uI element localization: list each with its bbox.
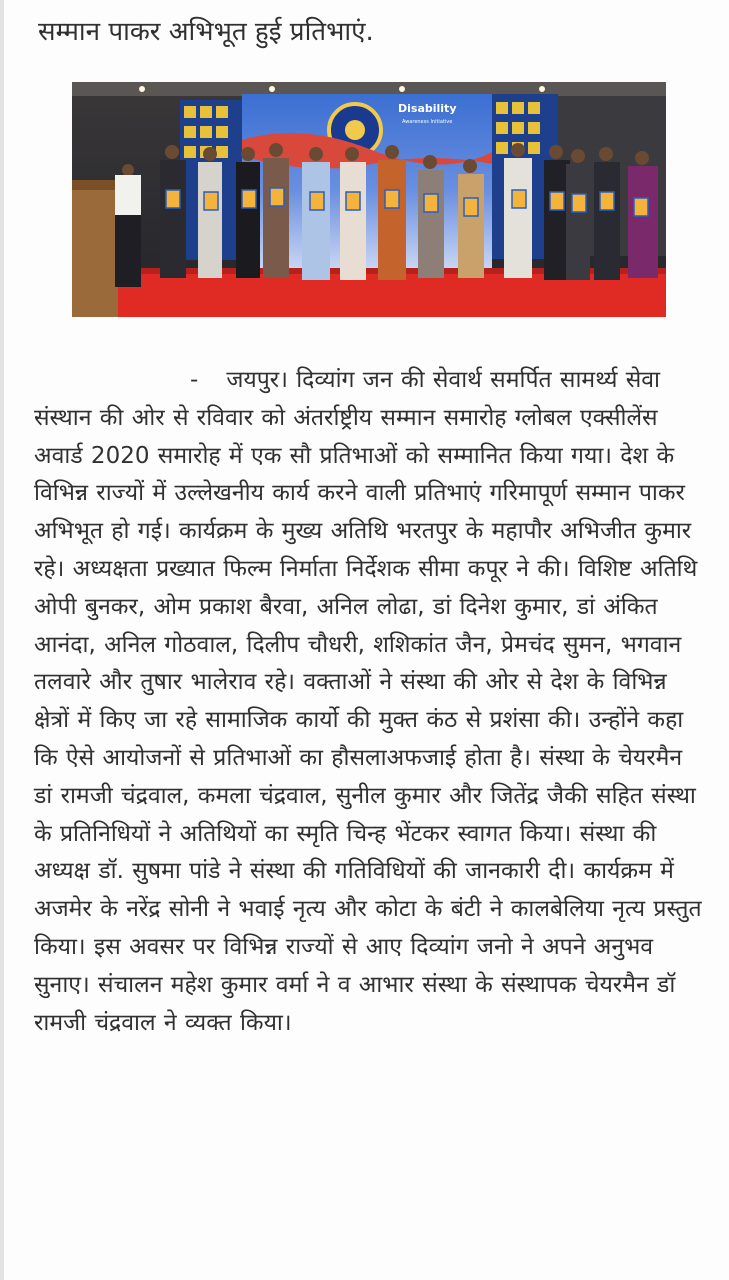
article-headline: सम्मान पाकर अभिभूत हुई प्रतिभाएं.: [38, 17, 374, 47]
banner-title: Disability: [398, 102, 457, 115]
article-body: [34, 362, 708, 1042]
event-photo: [72, 82, 666, 317]
article-lead: [34, 362, 226, 400]
banner-subtitle: Awareness Initiative: [402, 119, 453, 125]
article-body-text: जयपुर। दिव्यांग जन की सेवार्थ समर्पित सामर्थ्य सेवा संस्थान की ओर से रविवार को अंतर्राष्ट्रीय सम्मान समारोह ग्लोबल एक्सीलेंस अवार्ड 2020 समारोह में एक सौ प्रतिभाओं को सम्मानित किया गया। देश के विभिन्न राज्यों में उल्लेखनीय कार्य करने वाली प्रतिभाएं गरिमापूर्ण सम्मान पाकर अभिभूत हो गई। कार्यक्रम के मुख्य अतिथि भरतपुर के महापौर अभिजीत कुमार रहे। अध्यक्षता प्रख्यात फिल्म निर्माता निर्देशक सीमा कपूर ने की। विशिष्ट अतिथि ओपी बुनकर, ओम प्रकाश बैरवा, अनिल लोढा, डां दिनेश कुमार, डां अंकित आनंदा, अनिल गोठवाल, दिलीप चौधरी, शशिकांत जैन, प्रेमचंद सुमन, भगवान तलवारे और तुषार भालेराव रहे। वक्ताओं ने संस्था की ओर से देश के विभिन्न क्षेत्रों में किए जा रहे सामाजिक कार्यो की मुक्त कंठ से प्रशंसा की। उन्होंने कहा कि ऐसे आयोजनों से प्रतिभाओं का हौसलाअफजाई होता है। संस्था के चेयरमैन डां रामजी चंद्रवाल, कमला चंद्रवाल, सुनील कुमार और जितेंद्र जैकी सहित संस्था के प्रतिनिधियों ने अतिथियों का स्मृति चिन्ह भेंटकर स्वागत किया। संस्था की अध्यक्ष डॉ. सुषमा पांडे ने संस्था की गतिविधियों की जानकारी दी। कार्यक्रम में अजमेर के नरेंद्र सोनी ने भवाई नृत्य और कोटा के बंटी ने कालबेलिया नृत्य प्रस्तुत किया। इस अवसर पर विभिन्न राज्यों से आए दिव्यांग जनो ने अपने अनुभव सुनाए। संचालन महेश कुमार वर्मा ने व आभार संस्था के संस्थापक चेयरमैन डॉ रामजी चंद्रवाल ने व्यक्त किया।: [34, 367, 702, 1036]
event-photo-illustration: [72, 82, 666, 317]
dash-separator: -: [190, 367, 199, 393]
